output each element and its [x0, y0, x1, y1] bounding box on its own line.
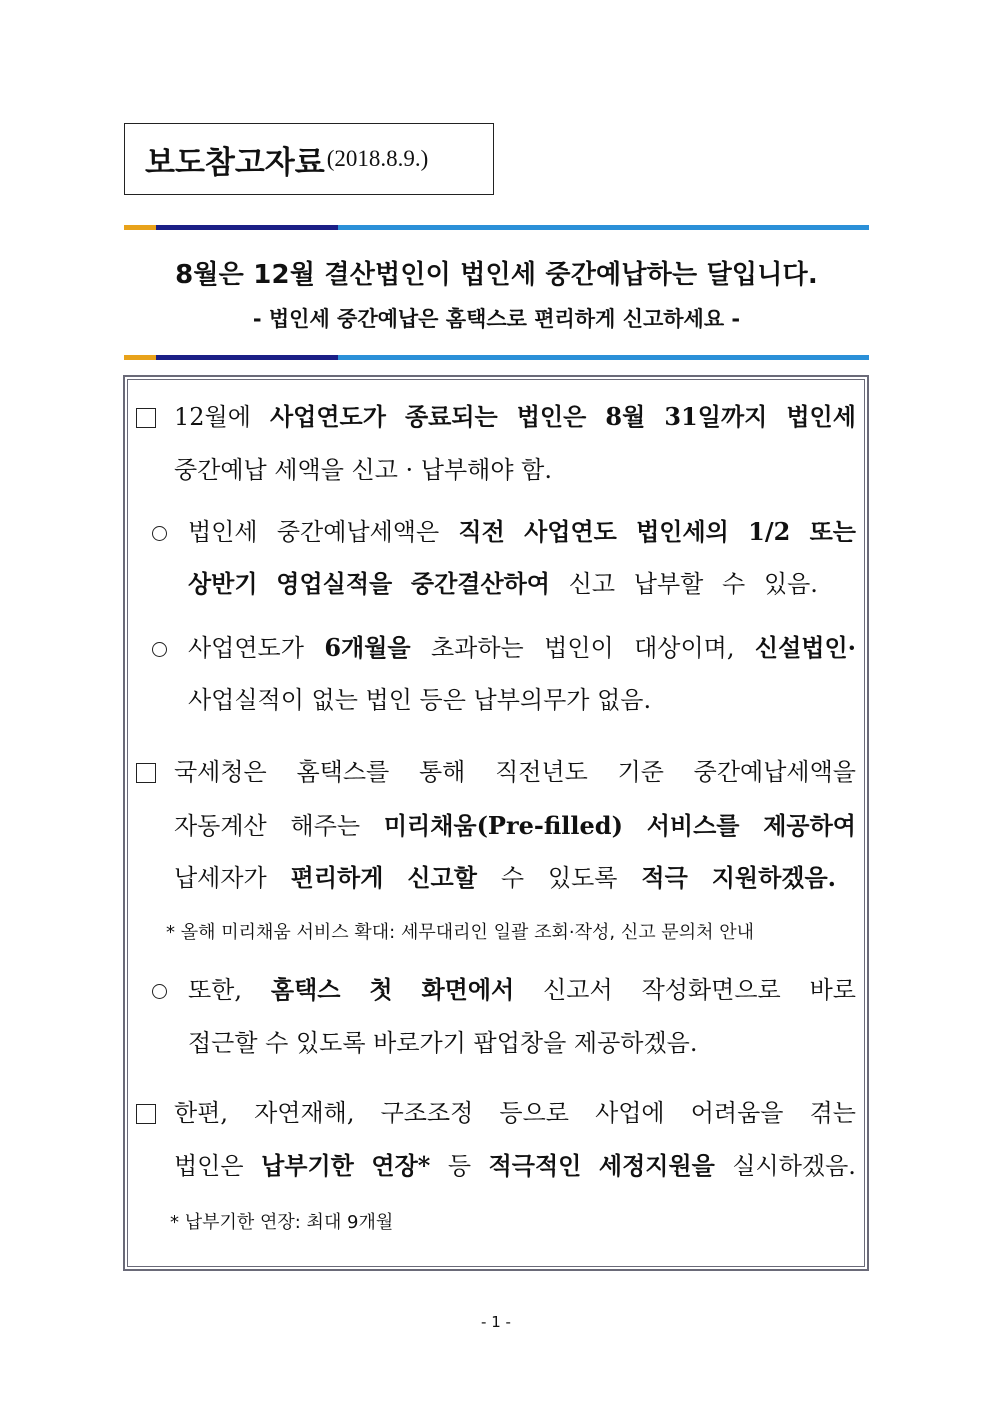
- word: 법인이: [544, 634, 614, 662]
- s2a-line1: [188, 975, 856, 1004]
- word: 중간결산하여: [410, 569, 550, 598]
- word: 신고서: [543, 976, 613, 1004]
- circle-bullet-icon: [152, 642, 167, 657]
- word: 신고할: [407, 863, 477, 892]
- word: 1/2: [748, 517, 791, 546]
- word: 편리하게: [290, 863, 384, 892]
- s2-line1: [174, 760, 856, 784]
- s1b-line1: [188, 633, 856, 662]
- word: 사업에: [595, 1099, 665, 1127]
- word: 사업연도가: [188, 634, 304, 662]
- divider-blue-segment: [338, 225, 869, 230]
- word: 해주는: [290, 812, 361, 840]
- word: 홈택스: [270, 975, 341, 1004]
- word: 직전년도: [495, 758, 588, 786]
- word: 홈택스를: [296, 758, 390, 786]
- s3-footnote: * 납부기한 연장: 최대 9개월: [170, 1212, 394, 1233]
- word: 법인세: [188, 518, 258, 546]
- word: 자동계산: [174, 812, 267, 840]
- word: 어려움을: [690, 1099, 784, 1127]
- word: 중간예납세액을: [693, 758, 856, 786]
- word: 국세청은: [174, 758, 267, 786]
- word: 제공하여: [763, 811, 856, 840]
- word: 법인은: [174, 1152, 244, 1180]
- headline: 8월은 12월 결산법인이 법인세 중간예납하는 달입니다.: [175, 260, 818, 290]
- s2-footnote: * 올해 미리채움 서비스 확대: 세무대리인 일괄 조회·작성, 신고 문의처 안내: [166, 922, 754, 943]
- top-divider: [124, 225, 869, 230]
- word: 적극: [641, 863, 688, 892]
- word: 미리채움(Pre-filled): [383, 811, 623, 840]
- word: 있음.: [763, 570, 818, 598]
- divider-orange-segment: [124, 355, 156, 360]
- word: 수: [500, 864, 525, 892]
- divider-blue-segment: [338, 355, 869, 360]
- word: 통해: [418, 758, 466, 786]
- s1-line2: 중간예납 세액을 신고 · 납부해야 함.: [174, 456, 552, 484]
- square-bullet-icon: [136, 1104, 156, 1124]
- word: 사업연도가: [269, 402, 386, 431]
- word: 법인세: [786, 402, 856, 431]
- s1a-line2: [188, 569, 818, 598]
- word: 또는: [809, 517, 856, 546]
- divider-navy-segment: [156, 225, 338, 230]
- word: 등: [447, 1152, 472, 1180]
- label-date: (2018.8.9.): [326, 146, 429, 171]
- word: 자연재해,: [254, 1099, 355, 1127]
- word: 사업연도: [524, 517, 617, 546]
- word: 중간예납세액은: [276, 518, 440, 546]
- word: 구조조정: [380, 1099, 474, 1127]
- divider-orange-segment: [124, 225, 156, 230]
- word: 실시하겠음.: [732, 1152, 856, 1180]
- s1a-line1: [188, 517, 856, 546]
- s2-line2: [174, 811, 856, 840]
- word: 31일까지: [664, 402, 768, 431]
- word: 상반기: [188, 569, 258, 598]
- s3-line2: [174, 1151, 856, 1180]
- bottom-divider: [124, 355, 869, 360]
- word: 법인세의: [636, 517, 729, 546]
- word: 연장*: [371, 1151, 431, 1180]
- word: 기준: [617, 758, 664, 786]
- word: 법인은: [516, 402, 587, 431]
- press-reference-label: [124, 123, 494, 195]
- word: 영업실적을: [276, 569, 393, 598]
- word: 직전: [458, 517, 505, 546]
- word: 12월에: [174, 403, 251, 431]
- word: 겪는: [809, 1099, 856, 1127]
- word: 수: [722, 570, 746, 598]
- label-title: 보도참고자료: [145, 144, 325, 181]
- word: 화면에서: [421, 975, 515, 1004]
- word: 서비스를: [646, 811, 740, 840]
- word: 작성화면으로: [641, 976, 781, 1004]
- word: 세정지원을: [598, 1151, 715, 1180]
- word: 등으로: [499, 1099, 569, 1127]
- word: 지원하겠음.: [711, 863, 836, 892]
- word: 또한,: [188, 976, 242, 1004]
- word: 납부할: [633, 570, 704, 598]
- circle-bullet-icon: [152, 984, 167, 999]
- page-number: - 1 -: [481, 1313, 511, 1331]
- word: 신설법인·: [754, 633, 856, 662]
- word: 한편,: [174, 1099, 228, 1127]
- s1b-line2: 사업실적이 없는 법인 등은 납부의무가 없음.: [188, 686, 652, 714]
- s1-line1: [174, 402, 856, 431]
- s2-line3: [174, 863, 836, 892]
- word: 적극적인: [488, 1151, 582, 1180]
- s3-line1: [174, 1101, 856, 1125]
- word: 신고: [568, 570, 616, 598]
- square-bullet-icon: [136, 763, 156, 783]
- word: 8월: [605, 402, 646, 431]
- word: 납세자가: [174, 864, 267, 892]
- word: 바로: [809, 976, 856, 1004]
- word: 있도록: [547, 864, 618, 892]
- word: 6개월을: [324, 633, 411, 662]
- subheadline: - 법인세 중간예납은 홈택스로 편리하게 신고하세요 -: [252, 307, 741, 331]
- square-bullet-icon: [136, 408, 156, 428]
- s2a-line2: 접근할 수 있도록 바로가기 팝업창을 제공하겠음.: [188, 1029, 698, 1057]
- word: 대상이며,: [634, 634, 735, 662]
- word: 종료되는: [404, 402, 498, 431]
- word: 납부기한: [261, 1151, 354, 1180]
- divider-navy-segment: [156, 355, 338, 360]
- word: 초과하는: [431, 634, 524, 662]
- circle-bullet-icon: [152, 526, 167, 541]
- word: 첫: [369, 975, 393, 1004]
